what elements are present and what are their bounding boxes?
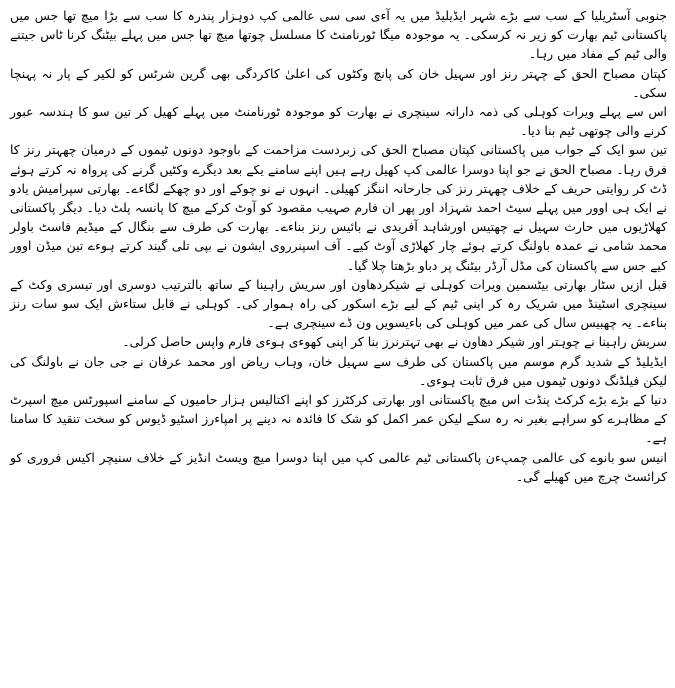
article-paragraph-4: تین سو ایک کے جواب میں پاکستانی کپتان مصباح الحق کی زبردست مزاحمت کے باوجود دونوں ٹیموں کے درمیان چھہتر رنز کا فرق رہا۔ مصباح الحق نے جو اپنا دوسرا عالمی کپ کھیل رہے ہیں اپنے سامنے یکے بعد دیگرے وکٹیں گرنے کی پرواہ نہ کرتے ہوئے ڈٹ کر روایتی حریف کے خلاف چھہتر رنز کی جارحانہ اننگز کھیلی۔ انہوں نے نو چوکے اور دو چھکے لگاءے۔ بھارتی سپرامیش یادو نے ایک ہی اوور میں پہلے سیٹ احمد شہزاد اور پھر ان فارم صہیب مقصود کو آوٹ کرکے میچ کا پانسہ پلٹ دیا۔ دیگر پاکستانی کھلاڑیوں میں حارث سہیل نے چھتیس اورشاہد آفریدی نے بائیس رنز بناءے۔ بھارت کی طرف سے بنگال کے میڈیم فاسٹ باولر محمد شامی نے عمدہ باولنگ کرتے ہوئے چار کھلاڑی آوٹ کیے۔ آف اسپنرروی ایشون نے بپی تلی گیند کرتے ہوءے تین میڈن اوور کیے جس سے پاکستان کی مڈل آرڈر بیٹنگ پر دباو بڑھتا چلا گیا۔: [10, 142, 667, 273]
article-paragraph-6: سریش راہینا نے چوہتر اور شیکر دھاون نے بھی تہترنرز بنا کر اپنی کھوءی ہوءی فارم واپس حاصل کرلی۔: [122, 334, 667, 350]
article-paragraph-7: ایڈیلیڈ کے شدید گرم موسم میں پاکستان کی طرف سے سہیل خان، وہاب ریاض اور محمد عرفان نے جی جان نے باولنگ کی لیکن فیلڈنگ دونوں ٹیموں میں فرق ثابت ہوءی۔: [10, 353, 667, 388]
article-paragraph-9: انیس سو بانوے کی عالمی چمپءن پاکستانی ٹیم عالمی کپ میں اپنا دوسرا میچ ویسٹ انڈیز کے خلاف سنیچر اکیس فروری کو کرائسٹ چرچ میں کھیلے گی۔: [10, 449, 667, 484]
article-paragraph-2: کپتان مصباح الحق کے چہتر رنز اور سہیل خان کی پانچ وکٹوں کی اعلیٰ کاکردگی بھی گرین شرٹس کو لکیر کے پار نہ پہنچا سکی۔: [10, 65, 667, 100]
article-paragraph-3: اس سے پہلے ویرات کوہلی کی ذمہ دارانہ سینچری نے بھارت کو موجودہ ٹورنامنٹ میں پہلے کھیل کر تین سو کا ہندسہ عبور کرنے والی چوتھی ٹیم بنا دیا۔: [10, 104, 667, 139]
article-paragraph-8: دنیا کے بڑے بڑے کرکٹ پنڈت اس میچ پاکستانی اور بھارتی کرکٹرز کو اپنے اکتالیس ہزار حامیوں کے سامنے اسپورٹس میچ اسپرٹ کے مظاہرے کو سراہے بغیر نہ رہ سکے لیکن عمر اکمل کو شک کا فائدہ نہ دینے پر امپاءرز اسٹیو ڈیوس کو سخت تنقید کا سامنا ہے۔: [10, 392, 667, 446]
article-paragraph-5: قبل ازیں سٹار بھارتی بیٹسمین ویرات کوہلی نے شیکردھاون اور سریش راہینا کے ساتھ بالترتیب دوسری اور تیسری وکٹ کے سینچری اسٹینڈ میں شریک رہ کر اپنی ٹیم کے لیے بڑے اسکور کی راہ ہموار کی۔ کوہلی نے قابل ستاءش ایک سو سات رنز بناءے۔ یہ چھبیس سال کی عمر میں کوہلی کی باءیسویں ون ڈے سینچری ہے۔: [10, 276, 667, 331]
article-paragraph-1: جنوبی آسٹریلیا کے سب سے بڑے شہر ایڈیلیڈ میں یہ آءی سی سی عالمی کپ دوہزار پندرہ کا سب سے بڑا میچ تھا جس میں پاکستانی ٹیم بھارت کو زیر نہ کرسکی۔ یہ موجودہ میگا ٹورنامنٹ کا مسلسل چوتھا میچ تھا جس میں پہلے بیٹنگ کرنا ٹاس جیتنے والی ٹیم کے مفاد میں رہا۔: [10, 8, 667, 62]
